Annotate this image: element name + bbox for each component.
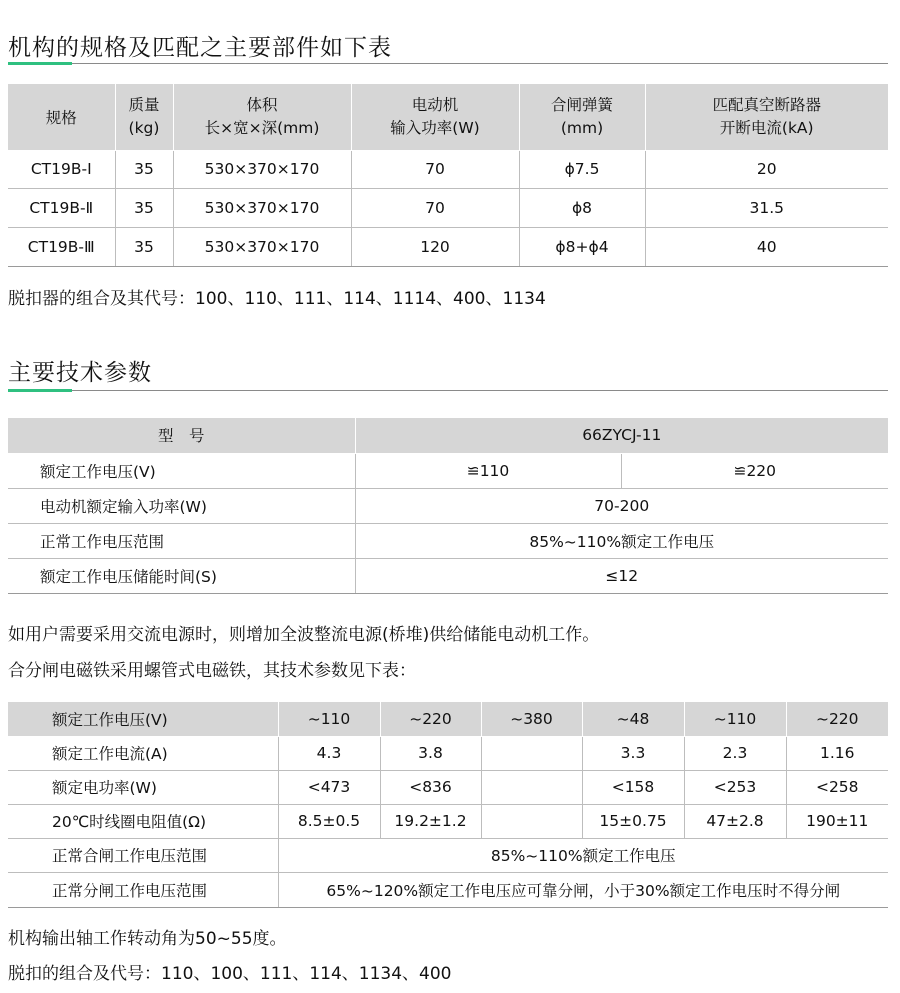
header-volume: 体积 长×宽×深(mm)	[173, 84, 351, 150]
cell-value: 85%~110%额定工作电压	[278, 838, 888, 872]
cell-spring: ϕ8+ϕ4	[519, 227, 645, 266]
cell-value: 4.3	[278, 736, 380, 770]
cell-volume: 530×370×170	[173, 150, 351, 188]
electromagnet-note: 合分闸电磁铁采用螺管式电磁铁，其技术参数见下表：	[8, 661, 416, 681]
electromagnet-table-header	[8, 702, 888, 736]
header-spec: 规格	[8, 84, 115, 150]
cell-spring: ϕ7.5	[519, 150, 645, 188]
row-label: 额定工作电压(V)	[8, 453, 355, 488]
cell-value: ≌220	[621, 453, 888, 488]
header-model-label: 型 号	[8, 418, 355, 453]
cell-value: 19.2±1.2	[380, 804, 481, 838]
params-table-header	[8, 418, 888, 453]
header-voltage: ~48	[582, 702, 684, 736]
table-row	[8, 736, 888, 770]
cell-value: <473	[278, 770, 380, 804]
header-mass: 质量 (kg)	[115, 84, 173, 150]
cell-model: CT19B-Ⅱ	[8, 188, 115, 227]
trip-combination-note: 脱扣的组合及代号：110、100、111、114、1134、400	[8, 964, 452, 984]
table-row	[8, 770, 888, 804]
cell-spring: ϕ8	[519, 188, 645, 227]
table-row	[8, 558, 888, 593]
section-title-specs: 机构的规格及匹配之主要部件如下表	[8, 35, 392, 61]
row-label: 额定工作电压储能时间(S)	[8, 558, 355, 593]
cell-value: <836	[380, 770, 481, 804]
table-row	[8, 453, 888, 488]
cell-value: 85%~110%额定工作电压	[355, 523, 888, 558]
table-row	[8, 150, 888, 188]
cell-motor: 120	[351, 227, 519, 266]
electromagnet-table	[8, 702, 888, 908]
table-row	[8, 838, 888, 872]
row-label: 正常工作电压范围	[8, 523, 355, 558]
header-voltage: ~220	[786, 702, 888, 736]
cell-motor: 70	[351, 188, 519, 227]
cell-mass: 35	[115, 188, 173, 227]
header-model-value: 66ZYCJ-11	[355, 418, 888, 453]
cell-value	[481, 736, 582, 770]
cell-value: 65%~120%额定工作电压应可靠分闸，小于30%额定工作电压时不得分闸	[278, 872, 888, 907]
table-row	[8, 188, 888, 227]
table-row	[8, 523, 888, 558]
ac-power-note: 如用户需要采用交流电源时，则增加全波整流电源(桥堆)供给储能电动机工作。	[8, 625, 600, 645]
cell-value: 70-200	[355, 488, 888, 523]
cell-value: 47±2.8	[684, 804, 786, 838]
cell-motor: 70	[351, 150, 519, 188]
row-label: 电动机额定输入功率(W)	[8, 488, 355, 523]
params-table	[8, 418, 888, 594]
rotation-angle-note: 机构输出轴工作转动角为50~55度。	[8, 929, 287, 949]
spec-table	[8, 84, 888, 267]
cell-breaker: 31.5	[645, 188, 888, 227]
title-accent	[8, 389, 72, 392]
cell-value: 190±11	[786, 804, 888, 838]
cell-breaker: 20	[645, 150, 888, 188]
row-label: 正常合闸工作电压范围	[8, 838, 278, 872]
cell-value: <158	[582, 770, 684, 804]
cell-volume: 530×370×170	[173, 188, 351, 227]
header-voltage: ~110	[684, 702, 786, 736]
cell-value: 8.5±0.5	[278, 804, 380, 838]
header-voltage: ~380	[481, 702, 582, 736]
cell-value: <258	[786, 770, 888, 804]
cell-model: CT19B-Ⅲ	[8, 227, 115, 266]
header-voltage: ~220	[380, 702, 481, 736]
cell-value: 3.3	[582, 736, 684, 770]
cell-mass: 35	[115, 150, 173, 188]
row-label: 额定电功率(W)	[8, 770, 278, 804]
cell-value: 1.16	[786, 736, 888, 770]
row-label: 额定工作电流(A)	[8, 736, 278, 770]
header-breaker: 匹配真空断路器 开断电流(kA)	[645, 84, 888, 150]
cell-mass: 35	[115, 227, 173, 266]
header-spring: 合闸弹簧 (mm)	[519, 84, 645, 150]
table-row	[8, 227, 888, 266]
header-voltage: ~110	[278, 702, 380, 736]
cell-value: 3.8	[380, 736, 481, 770]
title-rule	[8, 390, 888, 391]
table-row	[8, 872, 888, 907]
cell-value: ≌110	[355, 453, 621, 488]
cell-value	[481, 804, 582, 838]
cell-model: CT19B-Ⅰ	[8, 150, 115, 188]
header-voltage-label: 额定工作电压(V)	[8, 702, 278, 736]
cell-value: <253	[684, 770, 786, 804]
row-label: 20℃时线圈电阻值(Ω)	[8, 804, 278, 838]
cell-value: 2.3	[684, 736, 786, 770]
row-label: 正常分闸工作电压范围	[8, 872, 278, 907]
table-row	[8, 488, 888, 523]
cell-value: 15±0.75	[582, 804, 684, 838]
table-row	[8, 804, 888, 838]
title-accent	[8, 62, 72, 65]
title-rule	[8, 63, 888, 64]
cell-value: ≤12	[355, 558, 888, 593]
cell-breaker: 40	[645, 227, 888, 266]
cell-volume: 530×370×170	[173, 227, 351, 266]
trip-codes-note: 脱扣器的组合及其代号：100、110、111、114、1114、400、1134	[8, 289, 546, 309]
cell-value	[481, 770, 582, 804]
header-motor: 电动机 输入功率(W)	[351, 84, 519, 150]
section-title-params: 主要技术参数	[8, 360, 152, 386]
spec-table-header	[8, 84, 888, 150]
